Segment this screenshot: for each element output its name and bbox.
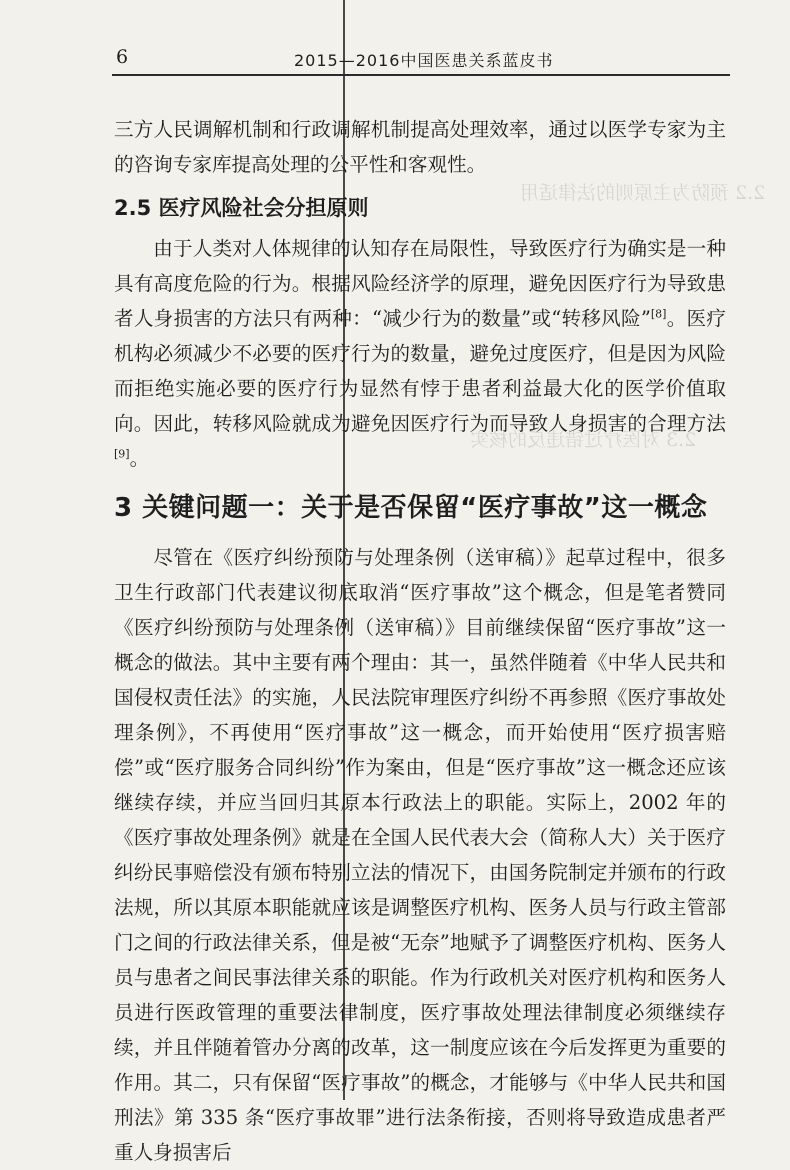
section-heading-2-5: 2.5 医疗风险社会分担原则 (114, 196, 369, 220)
bleed-through-text: 2.2 预防为主原则的法律适用 (520, 182, 766, 204)
paragraph-continuation: 三方人民调解机制和行政调解机制提高处理效率，通过以医学专家为主的咨询专家库提高处理的公平性和客观性。 (114, 118, 726, 176)
paragraph-text: 。医疗机构必须减少不必要的医疗行为的数量，避免过度医疗，但是因为风险而拒绝实施必要的医疗行为显然有悖于患者利益最大化的医学价值取向。因此，转移风险就成为避免因医疗行为而导致人身损害的合理方法 (114, 307, 726, 435)
bleed-through-text: 2.3 对医疗过错违反的核实 (470, 429, 697, 451)
citation-ref: [8] (650, 307, 667, 321)
page-header (112, 40, 730, 76)
paragraph-text: 由于人类对人体规律的认知存在局限性，导致医疗行为确实是一种具有高度危险的行为。根据风险经济学的原理，避免因医疗行为导致患者人身损害的方法只有两种：“减少行为的数量”或“转移风险” (114, 237, 726, 330)
paragraph-risk-sharing (114, 231, 726, 476)
paragraph-medical-accident: 尽管在《医疗纠纷预防与处理条例（送审稿）》起草过程中，很多卫生行政部门代表建议彻底取消“医疗事故”这个概念，但是笔者赞同《医疗纠纷预防与处理条例（送审稿）》目前继续保留“医疗事故”这一概念的做法。其中主要有两个理由：其一，虽然伴随着《中华人民共和国侵权责任法》的实施，人民法院审理医疗纠纷不再参照《医疗事故处理条例》，不再使用“医疗事故”这一概念，而开始使用“医疗损害赔偿”或“医疗服务合同纠纷”作为案由，但是“医疗事故”这一概念还应该继续存续，并应当回归其原本行政法上的职能。实际上，2002 年的《医疗事故处理条例》就是在全国人民代表大会（简称人大）关于医疗纠纷民事赔偿没有颁布特别立法的情况下，由国务院制定并颁布的行政法规，所以其原本职能就应该是调整医疗机构、医务人员与行政主管部门之间的行政法律关系，但是被“无奈”地赋予了调整医疗机构、医务人员与患者之间民事法律关系的职能。作为行政机关对医疗机构和医务人员进行医政管理的重要法律制度，医疗事故处理法律制度必须继续存续，并且伴随着管办分离的改革，这一制度应该在今后发挥更为重要的作用。其二，只有保留“医疗事故”的概念，才能够与《中华人民共和国刑法》第 335 条“医疗事故罪”进行法条衔接，否则将导致造成患者严重人身损害后 (114, 546, 726, 1164)
body-text (114, 112, 726, 1170)
page-number: 6 (116, 46, 129, 68)
section-heading-3: 3 关键问题一：关于是否保留“医疗事故”这一概念 (114, 493, 708, 523)
paragraph-text: 。 (129, 447, 150, 470)
citation-ref: [9] (114, 447, 130, 461)
running-title: 2015—2016中国医患关系蓝皮书 (294, 51, 554, 70)
